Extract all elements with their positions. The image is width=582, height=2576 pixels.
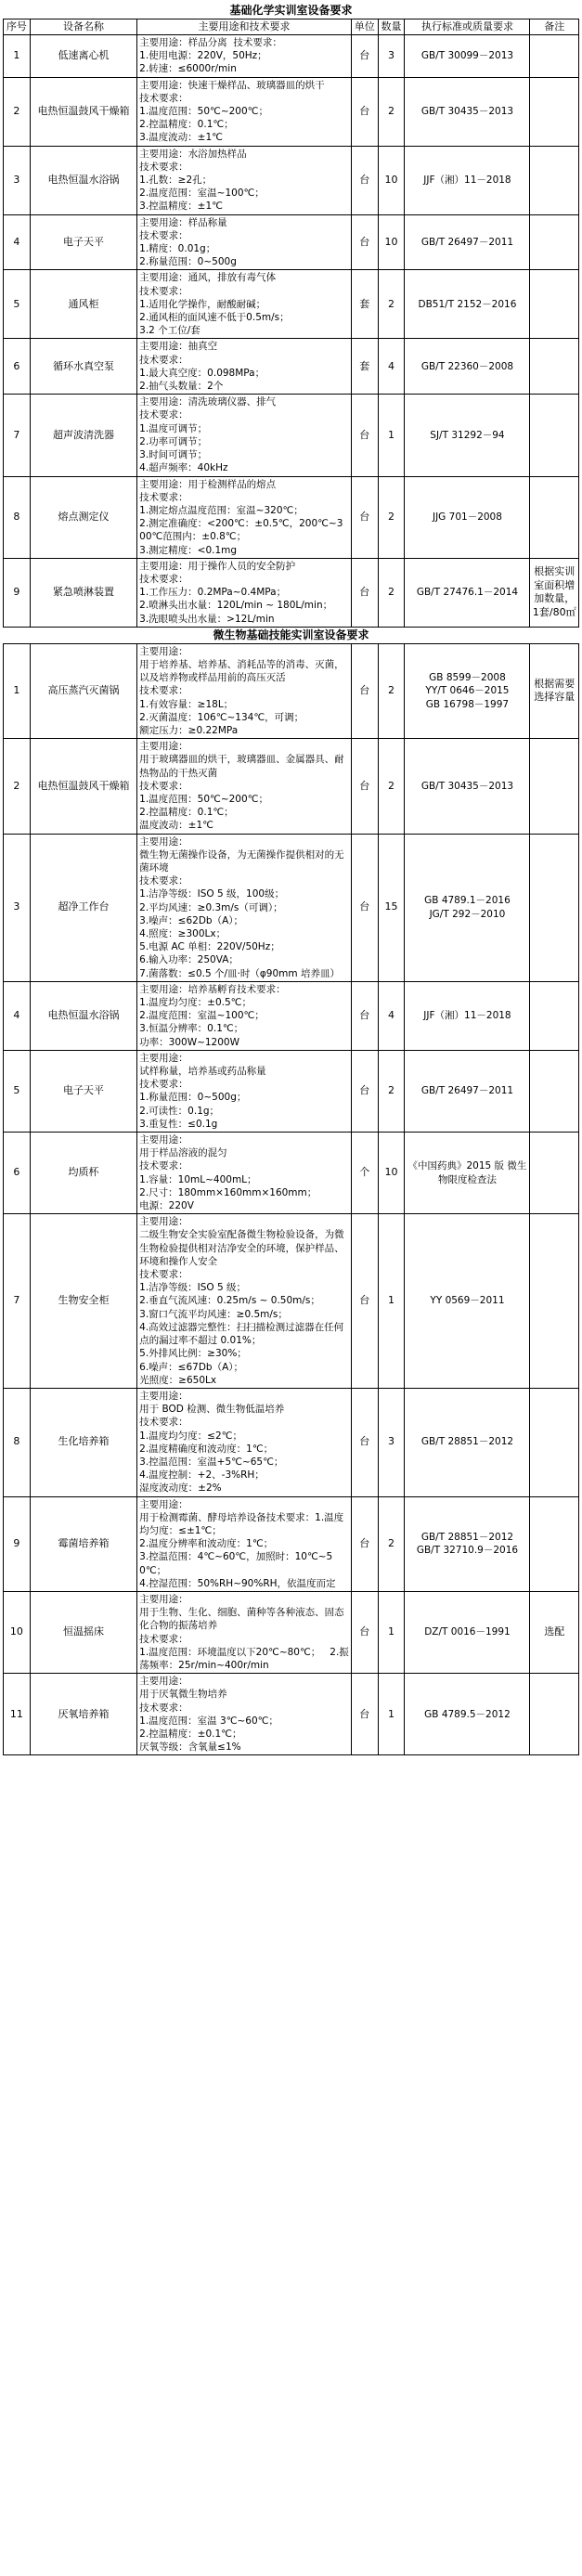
cell-no: 8 <box>4 1388 31 1496</box>
cell-std: GB/T 30435－2013 <box>405 739 530 834</box>
cell-req: 主要用途： 二级生物安全实验室配备微生物检验设备，为微生物检验提供相对洁净安全的环境，保护样品、环境和操作人安全 技术要求： 1.洁净等级：ISO 5 级； 2.垂直气流风速：0.25m/s ~ 0.50m/s； 3.窗口气流平均风速：≥0.5m/s； 4.高效过滤器完整性：扫扫描检测过滤器在任何点的漏过率不超过 0.01%； 5.外排风比例：≥30%； 6.噪声：≤67Db（A）； 光照度：≥650Lx <box>137 1214 352 1389</box>
cell-name: 超声波清洗器 <box>30 395 136 476</box>
cell-no: 9 <box>4 1496 31 1591</box>
cell-name: 高压蒸汽灭菌锅 <box>30 643 136 738</box>
cell-name: 低速离心机 <box>30 35 136 78</box>
cell-note <box>530 1050 579 1132</box>
cell-std: GB/T 28851－2012 <box>405 1388 530 1496</box>
cell-qty: 2 <box>378 739 405 834</box>
cell-std: GB/T 27476.1－2014 <box>405 558 530 627</box>
cell-std: GB/T 22360－2008 <box>405 339 530 395</box>
cell-req: 主要用途：通风，排放有毒气体 技术要求： 1.适用化学操作，耐酸耐碱； 2.通风柜的面风速不低于0.5m/s； 3.2 个工位/套 <box>137 270 352 339</box>
cell-no: 2 <box>4 77 31 146</box>
cell-req: 主要用途： 用于生物、生化、细胞、菌种等各种液态、固态化合物的振荡培养 技术要求： 1.温度范围：环境温度以下20℃~80℃； 2.振荡频率：25r/min~400r/min <box>137 1591 352 1673</box>
column-header-note: 备注 <box>530 19 579 35</box>
cell-qty: 2 <box>378 270 405 339</box>
cell-unit: 台 <box>351 1214 378 1389</box>
column-header-unit: 单位 <box>351 19 378 35</box>
cell-name: 电热恒温水浴锅 <box>30 981 136 1050</box>
table-row <box>4 146 579 214</box>
cell-std: SJ/T 31292－94 <box>405 395 530 476</box>
cell-name: 电子天平 <box>30 214 136 270</box>
cell-std: GB/T 30099－2013 <box>405 35 530 78</box>
cell-std: DZ/T 0016－1991 <box>405 1591 530 1673</box>
cell-name: 厌氧培养箱 <box>30 1674 136 1755</box>
cell-req: 主要用途： 微生物无菌操作设备，为无菌操作提供相对的无菌环境 技术要求： 1.洁净等级：ISO 5 级，100级； 2.平均风速：≥0.3m/s（可调）； 3.噪声：≤62Db（A）； 4.照度：≥300Lx； 5.电源 AC 单相：220V/50Hz； 6.输入功率：250VA； 7.菌落数：≤0.5 个/皿·时（φ90mm 培养皿） <box>137 834 352 981</box>
cell-name: 熔点测定仪 <box>30 476 136 558</box>
column-header-no: 序号 <box>4 19 31 35</box>
cell-qty: 1 <box>378 1674 405 1755</box>
table-row <box>4 270 579 339</box>
cell-no: 10 <box>4 1591 31 1673</box>
cell-no: 1 <box>4 643 31 738</box>
cell-std: JJG 701－2008 <box>405 476 530 558</box>
cell-req: 主要用途：抽真空 技术要求： 1.最大真空度：0.098MPa； 2.抽气头数量：2个 <box>137 339 352 395</box>
cell-no: 4 <box>4 214 31 270</box>
cell-std: GB/T 26497－2011 <box>405 1050 530 1132</box>
cell-no: 1 <box>4 35 31 78</box>
cell-req: 主要用途：水浴加热样品 技术要求： 1.孔数：≥2孔； 2.温度范围：室温~100℃； 3.控温精度：±1℃ <box>137 146 352 214</box>
cell-name: 紧急喷淋装置 <box>30 558 136 627</box>
table-row <box>4 395 579 476</box>
table-row <box>4 214 579 270</box>
cell-no: 8 <box>4 476 31 558</box>
cell-note <box>530 1674 579 1755</box>
table-row <box>4 1674 579 1755</box>
cell-no: 6 <box>4 1133 31 1214</box>
cell-no: 6 <box>4 339 31 395</box>
cell-name: 电热恒温鼓风干燥箱 <box>30 77 136 146</box>
cell-unit: 台 <box>351 77 378 146</box>
cell-name: 电子天平 <box>30 1050 136 1132</box>
table-row <box>4 981 579 1050</box>
cell-unit: 套 <box>351 339 378 395</box>
cell-qty: 2 <box>378 1050 405 1132</box>
cell-qty: 2 <box>378 476 405 558</box>
cell-req: 主要用途：样品分离 技术要求： 1.使用电源：220V，50Hz； 2.转速：≤6000r/min <box>137 35 352 78</box>
cell-unit: 台 <box>351 981 378 1050</box>
cell-name: 生物安全柜 <box>30 1214 136 1389</box>
table-row <box>4 1050 579 1132</box>
cell-unit: 台 <box>351 1674 378 1755</box>
table-row <box>4 1133 579 1214</box>
cell-unit: 台 <box>351 146 378 214</box>
table-row <box>4 35 579 78</box>
cell-note <box>530 834 579 981</box>
column-header-std: 执行标准或质量要求 <box>405 19 530 35</box>
cell-name: 超净工作台 <box>30 834 136 981</box>
cell-req: 主要用途：清洗玻璃仪器、排气 技术要求： 1.温度可调节； 2.功率可调节； 3.时间可调节； 4.超声频率：40kHz <box>137 395 352 476</box>
cell-note <box>530 981 579 1050</box>
cell-req: 主要用途： 用于样品溶液的混匀 技术要求： 1.容量：10mL~400mL； 2.尺寸：180mm×160mm×160mm； 电源：220V <box>137 1133 352 1214</box>
cell-req: 主要用途： 用于培养基、培养基、消耗品等的消毒、灭菌，以及培养物或样品用前的高压灭活 技术要求： 1.有效容量：≥18L； 2.灭菌温度：106℃~134℃，可调； 额定压力：≥0.22MPa <box>137 643 352 738</box>
cell-unit: 套 <box>351 270 378 339</box>
cell-qty: 2 <box>378 643 405 738</box>
cell-std: JJF（湘）11－2018 <box>405 981 530 1050</box>
cell-unit: 台 <box>351 1496 378 1591</box>
cell-qty: 4 <box>378 981 405 1050</box>
cell-unit: 台 <box>351 1050 378 1132</box>
cell-std: DB51/T 2152－2016 <box>405 270 530 339</box>
cell-no: 5 <box>4 1050 31 1132</box>
table-row <box>4 558 579 627</box>
table-row <box>4 1388 579 1496</box>
section-title: 基础化学实训室设备要求 <box>4 2 579 19</box>
cell-note <box>530 214 579 270</box>
cell-req: 主要用途：用于操作人员的安全防护 技术要求： 1.工作压力：0.2MPa~0.4MPa； 2.喷淋头出水量：120L/min ~ 180L/min； 3.洗眼喷头出水量：>12L/min <box>137 558 352 627</box>
cell-no: 5 <box>4 270 31 339</box>
cell-note <box>530 1496 579 1591</box>
cell-unit: 台 <box>351 214 378 270</box>
cell-note <box>530 77 579 146</box>
section-title: 微生物基础技能实训室设备要求 <box>4 627 579 643</box>
cell-name: 循环水真空泵 <box>30 339 136 395</box>
cell-note: 选配 <box>530 1591 579 1673</box>
cell-name: 霉菌培养箱 <box>30 1496 136 1591</box>
cell-no: 7 <box>4 1214 31 1389</box>
cell-note <box>530 739 579 834</box>
column-header-name: 设备名称 <box>30 19 136 35</box>
cell-std: YY 0569－2011 <box>405 1214 530 1389</box>
cell-name: 生化培养箱 <box>30 1388 136 1496</box>
cell-note <box>530 270 579 339</box>
cell-std: GB/T 30435－2013 <box>405 77 530 146</box>
cell-note <box>530 395 579 476</box>
cell-req: 主要用途： 用于玻璃器皿的烘干，玻璃器皿、金属器具、耐热物品的干热灭菌 技术要求： 1.温度范围：50℃~200℃； 2.控温精度：0.1℃； 温度波动：±1℃ <box>137 739 352 834</box>
cell-qty: 10 <box>378 1133 405 1214</box>
column-header-qty: 数量 <box>378 19 405 35</box>
cell-no: 3 <box>4 834 31 981</box>
cell-unit: 台 <box>351 643 378 738</box>
cell-req: 主要用途： 用于厌氧微生物培养 技术要求： 1.温度范围：室温 3℃~60℃； 2.控温精度：±0.1℃； 厌氧等级：含氧量≤1% <box>137 1674 352 1755</box>
cell-qty: 4 <box>378 339 405 395</box>
cell-no: 7 <box>4 395 31 476</box>
cell-unit: 个 <box>351 1133 378 1214</box>
cell-qty: 1 <box>378 1591 405 1673</box>
table-row <box>4 476 579 558</box>
cell-note <box>530 476 579 558</box>
table-row <box>4 834 579 981</box>
cell-unit: 台 <box>351 1591 378 1673</box>
table-row <box>4 339 579 395</box>
table-header-row <box>4 19 579 35</box>
cell-qty: 3 <box>378 35 405 78</box>
cell-name: 均质杯 <box>30 1133 136 1214</box>
cell-unit: 台 <box>351 476 378 558</box>
cell-name: 电热恒温水浴锅 <box>30 146 136 214</box>
cell-std: GB 8599－2008 YY/T 0646－2015 GB 16798－1997 <box>405 643 530 738</box>
section-title-row <box>4 627 579 643</box>
cell-note <box>530 146 579 214</box>
cell-qty: 2 <box>378 77 405 146</box>
cell-note <box>530 35 579 78</box>
cell-std: GB 4789.5－2012 <box>405 1674 530 1755</box>
table-row <box>4 1591 579 1673</box>
cell-qty: 2 <box>378 1496 405 1591</box>
cell-std: GB/T 28851－2012 GB/T 32710.9－2016 <box>405 1496 530 1591</box>
cell-std: GB/T 26497－2011 <box>405 214 530 270</box>
table-row <box>4 1214 579 1389</box>
cell-req: 主要用途：培养基孵育技术要求： 1.温度均匀度：±0.5℃； 2.温度范围：室温~100℃； 3.恒温分辨率：0.1℃； 功率：300W~1200W <box>137 981 352 1050</box>
section-title-row <box>4 2 579 19</box>
cell-note: 根据需要选择容量 <box>530 643 579 738</box>
cell-name: 电热恒温鼓风干燥箱 <box>30 739 136 834</box>
cell-req: 主要用途：用于检测样品的熔点 技术要求： 1.测定熔点温度范围：室温~320℃； 2.测定准确度：<200℃：±0.5℃，200℃~300℃范围内：±0.8℃； 3.测定精度：<0.1mg <box>137 476 352 558</box>
cell-note <box>530 1133 579 1214</box>
column-header-req: 主要用途和技术要求 <box>137 19 352 35</box>
cell-note: 根据实训室面积增加数量，1套/80㎡ <box>530 558 579 627</box>
cell-qty: 15 <box>378 834 405 981</box>
cell-no: 9 <box>4 558 31 627</box>
cell-unit: 台 <box>351 834 378 981</box>
cell-no: 2 <box>4 739 31 834</box>
cell-qty: 2 <box>378 558 405 627</box>
cell-no: 3 <box>4 146 31 214</box>
cell-unit: 台 <box>351 739 378 834</box>
cell-qty: 10 <box>378 214 405 270</box>
cell-qty: 10 <box>378 146 405 214</box>
cell-req: 主要用途：样品称量 技术要求： 1.精度：0.01g； 2.称量范围：0~500g <box>137 214 352 270</box>
cell-no: 4 <box>4 981 31 1050</box>
cell-req: 主要用途：快速干燥样品、玻璃器皿的烘干 技术要求： 1.温度范围：50℃~200℃； 2.控温精度：0.1℃； 3.温度波动：±1℃ <box>137 77 352 146</box>
cell-note <box>530 1214 579 1389</box>
cell-name: 恒温摇床 <box>30 1591 136 1673</box>
table-row <box>4 77 579 146</box>
cell-qty: 1 <box>378 395 405 476</box>
cell-req: 主要用途： 试样称量，培养基或药品称量 技术要求： 1.称量范围：0~500g； 2.可读性：0.1g； 3.重复性：≤0.1g <box>137 1050 352 1132</box>
cell-no: 11 <box>4 1674 31 1755</box>
cell-std: 《中国药典》2015 版 微生物限度检查法 <box>405 1133 530 1214</box>
table-row <box>4 1496 579 1591</box>
cell-unit: 台 <box>351 395 378 476</box>
cell-req: 主要用途： 用于 BOD 检测、微生物低温培养 技术要求： 1.温度均匀度：≤2℃； 2.温度精确度和波动度：1℃； 3.控温范围：室温+5℃~65℃； 4.温度控制：+2、-3%RH； 湿度波动度：±2% <box>137 1388 352 1496</box>
cell-note <box>530 1388 579 1496</box>
cell-unit: 台 <box>351 558 378 627</box>
equipment-table <box>3 2 579 1755</box>
cell-name: 通风柜 <box>30 270 136 339</box>
cell-req: 主要用途： 用于检测霉菌、酵母培养设备技术要求：1.温度均匀度：≤±1℃； 2.温度分辨率和波动度：1℃； 3.控温范围：4℃~60℃，加照时：10℃~50℃； 4.控湿范围：50%RH~90%RH，依温度而定 <box>137 1496 352 1591</box>
cell-qty: 3 <box>378 1388 405 1496</box>
cell-unit: 台 <box>351 1388 378 1496</box>
cell-unit: 台 <box>351 35 378 78</box>
cell-qty: 1 <box>378 1214 405 1389</box>
table-row <box>4 739 579 834</box>
table-row <box>4 643 579 738</box>
cell-std: GB 4789.1－2016 JG/T 292－2010 <box>405 834 530 981</box>
cell-std: JJF（湘）11－2018 <box>405 146 530 214</box>
cell-note <box>530 339 579 395</box>
